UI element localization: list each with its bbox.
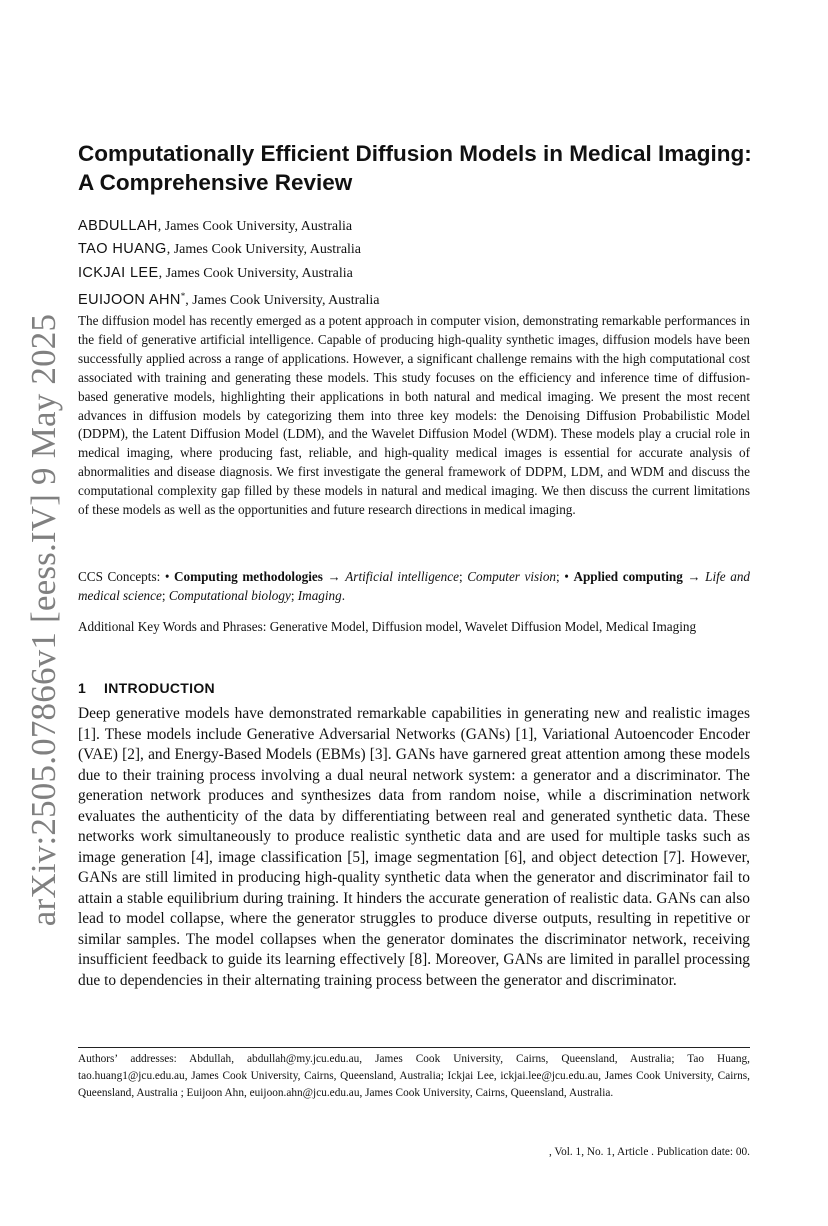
section-heading	[78, 680, 215, 696]
ccs-label: CCS Concepts:	[78, 569, 165, 584]
introduction-paragraph: Deep generative models have demonstrated remarkable capabilities in generating new and realistic images [1]. These models include Generative Adversarial Networks (GANs) [1], Variational Autoencoder Encoder (VAE) [2], and Energy-Based Models (EBMs) [3]. GANs have garnered great attention among these models due to their training process involving a dual neural network system: a generator and a discriminator. The generation network produces and synthesizes data from random noise, while a discrimination network evaluates the authenticity of the data by differentiating between real and generated synthetic data. These networks work simultaneously to produce realistic synthetic data and are used for multiple tasks such as image generation [4], image classification [5], image segmentation [6], and object detection [7]. However, GANs are still limited in producing high-quality synthetic data when the generator and discriminator fail to attain a stable equilibrium during training. It hinders the accurate generation of realistic data. GANs can also lead to model collapse, where the generator struggles to produce diverse outputs, resulting in repetitive or similar samples. The model collapses when the generator dominates the discriminator network, receiving insufficient feedback to guide its learning effectively [8]. Moreover, GANs are limited in parallel processing due to dependencies in their alternating training process between the generator and discriminator.	[78, 705, 750, 989]
abstract: The diffusion model has recently emerged as a potent approach in computer vision, demonstrating remarkable performances in the field of generative artificial intelligence. Capable of producing high-quality synthetic images, diffusion models have been successfully applied across a range of applications. However, a significant challenge remains with the high computational cost associated with training and generating these models. This study focuses on the efficiency and inference time of diffusion-based generative models, highlighting their applications in both natural and medical imaging. We present the most recent advances in diffusion models by categorizing them into three key models: the Denoising Diffusion Probabilistic Model (DDPM), the Latent Diffusion Model (LDM), and the Wavelet Diffusion Model (WDM). These models play a crucial role in medical imaging, where producing fast, reliable, and high-quality medical images is essential for accurate analysis of abnormalities and disease diagnosis. We first investigate the general framework of DDPM, LDM, and WDM and discuss the computational complexity gap filled by these models in natural and medical imaging. We then discuss the current limitations of these models as well as the opportunities and future research directions in medical imaging.	[78, 313, 750, 518]
author-name: ICKJAI LEE	[78, 264, 159, 281]
footnote-rule	[78, 1047, 750, 1048]
arxiv-identifier: arXiv:2505.07866v1 [eess.IV] 9 May 2025	[24, 313, 63, 927]
ccs-concepts	[78, 567, 750, 605]
ccs-arrow: →	[682, 569, 706, 584]
ccs-end: .	[341, 588, 346, 603]
author-affiliation: , James Cook University, Australia	[166, 242, 362, 258]
section-title: INTRODUCTION	[104, 680, 215, 696]
author-list	[78, 215, 380, 312]
ccs-term: Computing methodologies	[174, 569, 323, 584]
section-number: 1	[78, 680, 87, 696]
author-affiliation: , James Cook University, Australia	[157, 219, 353, 234]
ccs-separator: ;	[556, 569, 565, 584]
ccs-subterm: Artificial intelligence	[345, 569, 459, 584]
author-addresses-footnote: Authors’ addresses: Abdullah, abdullah@my.jcu.edu.au, James Cook University, Cairns, Queensland, Australia; Tao Huang, tao.huang1@jcu.edu.au, James Cook University, Cairns, Queensland, Australia; Ickjai Lee, ickjai.lee@jcu.edu.au, James Cook University, Cairns, Queensland, Australia ; Euijoon Ahn, euijoon.ahn@jcu.edu.au, James Cook University, Cairns, Queensland, Australia.	[78, 1053, 750, 1099]
ccs-term: Applied computing	[573, 569, 683, 584]
paper-title: Computationally Efficient Diffusion Models in Medical Imaging: A Comprehensive Review	[78, 141, 752, 195]
author-name: ABDULLAH	[78, 218, 158, 234]
author-name: EUIJOON AHN	[78, 291, 181, 308]
author-entry	[78, 238, 380, 261]
ccs-arrow: →	[322, 569, 346, 584]
ccs-bullet: •	[564, 569, 574, 584]
ccs-separator: ;	[161, 588, 169, 603]
ccs-separator: ;	[290, 588, 298, 603]
keywords: Additional Key Words and Phrases: Generative Model, Diffusion model, Wavelet Diffusion Model, Medical Imaging	[78, 619, 697, 634]
author-affiliation: , James Cook University, Australia	[185, 292, 380, 308]
author-name: TAO HUANG	[78, 241, 167, 258]
ccs-subterm: Computer vision	[467, 569, 557, 584]
ccs-subterm: Life and medical science	[78, 569, 751, 603]
publication-info: , Vol. 1, No. 1, Article . Publication date: 00.	[548, 1146, 750, 1158]
author-entry	[78, 262, 380, 285]
ccs-bullet: •	[164, 569, 174, 584]
ccs-subterm: Imaging	[297, 588, 342, 603]
author-entry	[78, 285, 380, 312]
author-entry	[78, 215, 380, 238]
ccs-subterm: Computational biology	[168, 588, 291, 603]
corresponding-author-mark: *	[180, 290, 186, 301]
ccs-separator: ;	[458, 569, 468, 584]
author-affiliation: , James Cook University, Australia	[158, 265, 353, 281]
